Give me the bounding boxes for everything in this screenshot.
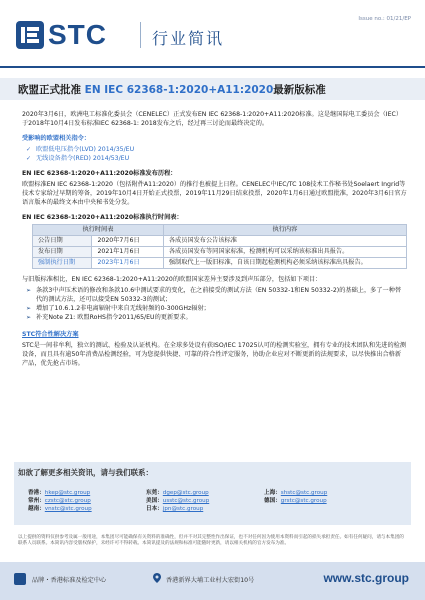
contact-email-link[interactable]: vnstc@stc.group	[44, 506, 92, 512]
contact-email-link[interactable]: shstc@stc.group	[280, 490, 328, 496]
difference-item: ➢ 增加了10.6.1.2非电离辐射中来自无线射频的0-300GHz辐射；	[22, 304, 407, 313]
footer-address: 香港新界大埔工业村大宏街10号	[166, 577, 255, 584]
directives-list	[22, 145, 407, 163]
footer-brand-text: 品牌・香港标准及检定中心	[32, 577, 107, 584]
contact-entry	[28, 489, 92, 497]
column-header: 执行内容	[163, 225, 406, 236]
contact-entry	[28, 505, 92, 513]
differences-list	[22, 286, 407, 322]
row-date: 2021年1月6日	[92, 247, 163, 258]
title-suffix: 最新版标准	[273, 84, 326, 96]
column-header: 执行时间表	[33, 225, 164, 236]
contact-email-link[interactable]: czstc@stc.group	[44, 498, 91, 504]
contact-city: 香港：	[28, 490, 45, 496]
row-label: 公告日期	[33, 236, 92, 247]
row-label: 强制执行日期	[33, 258, 92, 269]
contact-city: 美国：	[146, 498, 163, 504]
table-row	[33, 258, 407, 269]
contact-entry	[146, 489, 209, 497]
schedule-table	[32, 224, 407, 269]
row-content: 各成员国发布公告该标准	[163, 236, 406, 247]
contact-city: 东莞：	[146, 490, 163, 496]
disclaimer-text: 以上提供的资料仅供参考及属一般用途，本集团尽可能确保有关资料的准确性，但并不对其完整性作出保证，也不对任何因为使用本资料而引起的损失承担责任。如有任何疑问，请与本集团的联系人员联系。本简讯内容受版权保护，未经许可不得转载。本简讯提及的法规和标准可能随时更新，请以相关机构的官方发布为准。	[18, 535, 404, 547]
contact-city: 越南：	[28, 506, 45, 512]
schedule-heading: EN IEC 62368-1:2020+A11:2020标准执行时间表：	[22, 214, 183, 221]
contact-entry	[28, 497, 92, 505]
brand-name: STC	[48, 19, 107, 50]
row-content: 各成员国发布等同国家标准，检测机构可以采纳该标准出具报告。	[163, 247, 406, 258]
issue-number: Issue no.: 01/21/EP	[358, 16, 411, 22]
stc-small-logo-icon	[14, 573, 26, 585]
contact-email-link[interactable]: jpn@stc.group	[162, 506, 204, 512]
header-rule	[0, 66, 425, 68]
contact-entry	[146, 497, 209, 505]
contact-city: 常州：	[28, 498, 45, 504]
history-paragraph: 欧盟标准EN IEC 62368-1:2020（包括附件A11:2020）的推行也被提上日程。CENELEC中IEC/TC 108技术工作秘书处Soelaert Ingrid等技术专家给过早期的筹备，2019年10月4日开始正式投票，2019年11月29日结束投票，2020年1月6日通过欧盟批准，2020年3月6日官方语言版本的最终文本由中央秘书处分发。	[22, 181, 407, 206]
contact-email-link[interactable]: grstc@stc.group	[280, 498, 327, 504]
contact-city: 日本：	[146, 506, 163, 512]
newsletter-label: 行业简讯	[152, 29, 225, 48]
about-paragraph: STC是一间非牟利，独立的测试、检验及认证机构。在全球多处设有获ISO/IEC 17025认可的检测实验室，拥有专业的技术团队和先进的检测设备，而且具有逾50年消费品检测经验，可为您提供快捷、可靠的符合性评定服务，协助企业应对不断更新的法规要求，以尽快推出合格新产品，优先抢占市场。	[22, 342, 407, 367]
stc-logo[interactable]	[16, 20, 107, 50]
row-content: 强制取代上一版旧标准，自该日期起检测机构必须采纳该标准出具报告。	[163, 258, 406, 269]
contact-city: 德国：	[264, 498, 281, 504]
row-label: 发布日期	[33, 247, 92, 258]
location-pin-icon	[153, 573, 161, 583]
contact-column	[146, 489, 209, 513]
contact-column	[28, 489, 92, 513]
row-date: 2023年1月6日	[92, 258, 163, 269]
contact-column	[264, 489, 327, 505]
table-row	[33, 247, 407, 258]
stc-logo-icon	[16, 21, 44, 49]
title-standard: EN IEC 62368-1:2020+A11:2020	[84, 84, 274, 96]
table-row	[33, 236, 407, 247]
header-divider	[140, 22, 141, 48]
contact-email-link[interactable]: dgep@stc.group	[162, 490, 209, 496]
directive-item: ✓ 无线设备指令(RED) 2014/53/EU	[22, 154, 407, 163]
intro-paragraph: 2020年3月6日，欧洲电工标准化委员会（CENELEC）正式发布EN IEC 62368-1:2020+A11:2020标准。这是继国际电工委员会（IEC）于2018年10月4日发布标准IEC 62368-1: 2018发布之后，经过再三讨论而最终决定的。	[22, 111, 403, 127]
contact-heading: 如欲了解更多相关资讯，请与我们联系：	[18, 468, 153, 477]
header	[0, 0, 425, 64]
difference-item: ➢ 补充Note Z1: 欧盟RoHS指令2011/65/EU的更新要求。	[22, 313, 407, 322]
contact-entry	[264, 489, 327, 497]
directive-item: ✓ 欧盟低电压指令(LVD) 2014/35/EU	[22, 145, 407, 154]
contact-city: 上海：	[264, 490, 281, 496]
row-date: 2020年7月6日	[92, 236, 163, 247]
contact-email-link[interactable]: hkep@stc.group	[44, 490, 91, 496]
about-heading[interactable]: STC符合性解决方案	[22, 331, 79, 338]
contact-entry	[146, 505, 209, 513]
title-prefix: 欧盟正式批准	[18, 84, 85, 96]
page-title	[18, 82, 326, 97]
article-body	[22, 110, 407, 374]
history-heading: EN IEC 62368-1:2020+A11:2020标准发布历程：	[22, 170, 177, 177]
contact-entry	[264, 497, 327, 505]
directives-heading: 受影响的欧盟相关指令：	[22, 135, 91, 142]
difference-item: ➢ 条款3中声压术语的修改和条款10.6中测试要求的变化，在之前接受的测试方法（EN 50332-1和EN 50332-2)的基础上，多了一种替代的测试方法，还可以接受EN 50332-3的测试；	[22, 286, 407, 304]
website-link[interactable]: www.stc.group	[323, 571, 409, 585]
differences-intro: 与旧版标准相比，EN IEC 62368-1:2020+A11:2020的欧盟国家差异主要涉及到声压部分，包括如下项目：	[22, 276, 322, 283]
contact-email-link[interactable]: usstc@stc.group	[162, 498, 210, 504]
